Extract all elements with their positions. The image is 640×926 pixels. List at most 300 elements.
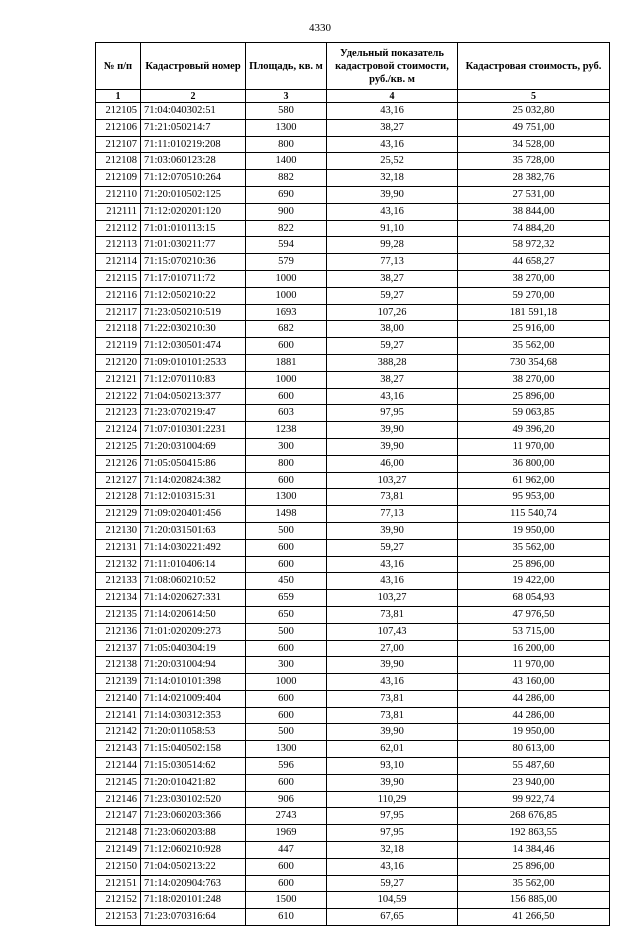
cell-unit-value: 32,18 (327, 170, 458, 187)
cell-index: 212121 (96, 371, 141, 388)
cell-area: 600 (246, 875, 327, 892)
cell-cadastral-value: 19 950,00 (458, 522, 610, 539)
cell-cadastral-number: 71:22:030210:30 (141, 321, 246, 338)
cell-unit-value: 43,16 (327, 858, 458, 875)
cell-unit-value: 388,28 (327, 354, 458, 371)
cell-area: 579 (246, 254, 327, 271)
cell-cadastral-value: 80 613,00 (458, 741, 610, 758)
table-row (96, 287, 610, 304)
cell-cadastral-value: 19 950,00 (458, 724, 610, 741)
cell-cadastral-number: 71:11:010406:14 (141, 556, 246, 573)
cell-index: 212107 (96, 136, 141, 153)
cell-cadastral-value: 34 528,00 (458, 136, 610, 153)
cell-cadastral-value: 25 896,00 (458, 388, 610, 405)
cell-cadastral-value: 25 916,00 (458, 321, 610, 338)
cell-cadastral-number: 71:18:020101:248 (141, 892, 246, 909)
cell-index: 212139 (96, 674, 141, 691)
cell-cadastral-number: 71:12:020201:120 (141, 203, 246, 220)
cell-area: 1000 (246, 371, 327, 388)
cell-cadastral-number: 71:03:060123:28 (141, 153, 246, 170)
cell-cadastral-value: 36 800,00 (458, 455, 610, 472)
table-row (96, 103, 610, 120)
cell-cadastral-number: 71:14:020904:763 (141, 875, 246, 892)
cell-index: 212106 (96, 119, 141, 136)
cell-index: 212144 (96, 758, 141, 775)
cell-area: 1881 (246, 354, 327, 371)
cell-cadastral-value: 44 658,27 (458, 254, 610, 271)
header-area: Площадь, кв. м (246, 43, 327, 90)
table-row (96, 590, 610, 607)
cell-unit-value: 97,95 (327, 825, 458, 842)
cadastral-table (95, 42, 610, 926)
cell-index: 212114 (96, 254, 141, 271)
cell-area: 1000 (246, 287, 327, 304)
cell-cadastral-value: 38 270,00 (458, 371, 610, 388)
cell-unit-value: 46,00 (327, 455, 458, 472)
cell-index: 212134 (96, 590, 141, 607)
cell-unit-value: 38,00 (327, 321, 458, 338)
table-row (96, 791, 610, 808)
cell-unit-value: 59,27 (327, 287, 458, 304)
cell-cadastral-value: 268 676,85 (458, 808, 610, 825)
table-row (96, 825, 610, 842)
cell-cadastral-value: 43 160,00 (458, 674, 610, 691)
column-number: 3 (246, 90, 327, 103)
cell-cadastral-value: 11 970,00 (458, 438, 610, 455)
cell-cadastral-value: 25 896,00 (458, 858, 610, 875)
cell-cadastral-number: 71:15:040502:158 (141, 741, 246, 758)
cell-index: 212147 (96, 808, 141, 825)
cell-index: 212111 (96, 203, 141, 220)
cell-cadastral-value: 44 286,00 (458, 690, 610, 707)
cell-area: 682 (246, 321, 327, 338)
cell-index: 212131 (96, 539, 141, 556)
cell-cadastral-value: 28 382,76 (458, 170, 610, 187)
cell-index: 212140 (96, 690, 141, 707)
cell-cadastral-number: 71:11:010219:208 (141, 136, 246, 153)
cell-area: 600 (246, 472, 327, 489)
cell-cadastral-value: 16 200,00 (458, 640, 610, 657)
table-row (96, 472, 610, 489)
cell-unit-value: 104,59 (327, 892, 458, 909)
table-row (96, 455, 610, 472)
column-number: 1 (96, 90, 141, 103)
cell-index: 212133 (96, 573, 141, 590)
cell-index: 212130 (96, 522, 141, 539)
cell-index: 212126 (96, 455, 141, 472)
cell-area: 690 (246, 186, 327, 203)
table-row (96, 186, 610, 203)
cell-cadastral-number: 71:14:020614:50 (141, 606, 246, 623)
table-row (96, 606, 610, 623)
cell-area: 1300 (246, 119, 327, 136)
cell-index: 212123 (96, 405, 141, 422)
cell-area: 500 (246, 623, 327, 640)
cell-unit-value: 91,10 (327, 220, 458, 237)
cell-unit-value: 107,26 (327, 304, 458, 321)
cell-cadastral-value: 35 728,00 (458, 153, 610, 170)
table-row (96, 170, 610, 187)
cell-area: 1693 (246, 304, 327, 321)
cell-unit-value: 43,16 (327, 136, 458, 153)
cell-area: 600 (246, 338, 327, 355)
table-row (96, 136, 610, 153)
cell-cadastral-value: 68 054,93 (458, 590, 610, 607)
cell-index: 212151 (96, 875, 141, 892)
cell-index: 212118 (96, 321, 141, 338)
cell-index: 212148 (96, 825, 141, 842)
cell-unit-value: 107,43 (327, 623, 458, 640)
cell-unit-value: 43,16 (327, 674, 458, 691)
cell-cadastral-value: 58 972,32 (458, 237, 610, 254)
table-row (96, 422, 610, 439)
cell-area: 650 (246, 606, 327, 623)
cell-unit-value: 43,16 (327, 203, 458, 220)
cell-index: 212117 (96, 304, 141, 321)
table-row (96, 623, 610, 640)
table-row (96, 774, 610, 791)
cell-unit-value: 39,90 (327, 657, 458, 674)
cell-cadastral-value: 35 562,00 (458, 338, 610, 355)
cell-index: 212108 (96, 153, 141, 170)
cell-cadastral-number: 71:04:050213:22 (141, 858, 246, 875)
cell-cadastral-number: 71:20:010502:125 (141, 186, 246, 203)
cell-index: 212124 (96, 422, 141, 439)
cell-cadastral-number: 71:01:010113:15 (141, 220, 246, 237)
cell-cadastral-value: 38 270,00 (458, 270, 610, 287)
cell-cadastral-number: 71:21:050214:7 (141, 119, 246, 136)
cell-cadastral-number: 71:07:010301:2231 (141, 422, 246, 439)
cell-index: 212119 (96, 338, 141, 355)
cell-cadastral-value: 35 562,00 (458, 539, 610, 556)
cell-index: 212149 (96, 842, 141, 859)
cell-area: 594 (246, 237, 327, 254)
cell-cadastral-value: 156 885,00 (458, 892, 610, 909)
cell-area: 500 (246, 724, 327, 741)
header-cadastral-value: Кадастровая стоимость, руб. (458, 43, 610, 90)
cell-cadastral-number: 71:14:030312:353 (141, 707, 246, 724)
cell-unit-value: 67,65 (327, 909, 458, 926)
cell-cadastral-number: 71:05:040304:19 (141, 640, 246, 657)
cell-cadastral-value: 44 286,00 (458, 707, 610, 724)
cell-cadastral-value: 192 863,55 (458, 825, 610, 842)
cell-cadastral-value: 14 384,46 (458, 842, 610, 859)
header-row (96, 43, 610, 90)
cell-cadastral-value: 53 715,00 (458, 623, 610, 640)
cell-cadastral-value: 11 970,00 (458, 657, 610, 674)
cell-unit-value: 99,28 (327, 237, 458, 254)
cell-cadastral-number: 71:17:010711:72 (141, 270, 246, 287)
cell-cadastral-number: 71:14:020824:382 (141, 472, 246, 489)
cell-cadastral-number: 71:20:031501:63 (141, 522, 246, 539)
table-row (96, 405, 610, 422)
cell-cadastral-number: 71:04:040302:51 (141, 103, 246, 120)
cell-index: 212120 (96, 354, 141, 371)
cell-area: 1500 (246, 892, 327, 909)
cell-unit-value: 39,90 (327, 522, 458, 539)
cell-unit-value: 39,90 (327, 186, 458, 203)
cell-index: 212150 (96, 858, 141, 875)
cell-index: 212138 (96, 657, 141, 674)
cell-unit-value: 73,81 (327, 606, 458, 623)
cell-index: 212127 (96, 472, 141, 489)
table-row (96, 438, 610, 455)
table-row (96, 758, 610, 775)
cell-index: 212152 (96, 892, 141, 909)
cell-index: 212113 (96, 237, 141, 254)
cell-area: 300 (246, 657, 327, 674)
cell-unit-value: 43,16 (327, 556, 458, 573)
cell-area: 800 (246, 455, 327, 472)
cell-cadastral-value: 59 270,00 (458, 287, 610, 304)
cell-cadastral-number: 71:09:020401:456 (141, 506, 246, 523)
table-row (96, 674, 610, 691)
cell-index: 212116 (96, 287, 141, 304)
cell-unit-value: 59,27 (327, 875, 458, 892)
cell-area: 1969 (246, 825, 327, 842)
cell-index: 212142 (96, 724, 141, 741)
table-row (96, 522, 610, 539)
cell-unit-value: 73,81 (327, 707, 458, 724)
table-row (96, 506, 610, 523)
cell-area: 603 (246, 405, 327, 422)
table-row (96, 842, 610, 859)
cell-area: 1238 (246, 422, 327, 439)
cell-area: 1498 (246, 506, 327, 523)
cell-cadastral-number: 71:20:031004:94 (141, 657, 246, 674)
cell-area: 500 (246, 522, 327, 539)
cell-cadastral-number: 71:20:031004:69 (141, 438, 246, 455)
cell-cadastral-value: 99 922,74 (458, 791, 610, 808)
cell-cadastral-number: 71:15:070210:36 (141, 254, 246, 271)
cell-cadastral-value: 61 962,00 (458, 472, 610, 489)
table-row (96, 254, 610, 271)
cell-cadastral-number: 71:12:070110:83 (141, 371, 246, 388)
cell-unit-value: 97,95 (327, 405, 458, 422)
cell-cadastral-number: 71:23:060203:88 (141, 825, 246, 842)
cell-unit-value: 39,90 (327, 724, 458, 741)
cell-cadastral-value: 49 751,00 (458, 119, 610, 136)
table-row (96, 724, 610, 741)
cell-index: 212146 (96, 791, 141, 808)
cell-cadastral-number: 71:09:010101:2533 (141, 354, 246, 371)
cell-cadastral-number: 71:20:010421:82 (141, 774, 246, 791)
cell-cadastral-value: 38 844,00 (458, 203, 610, 220)
cell-area: 450 (246, 573, 327, 590)
cell-cadastral-value: 25 032,80 (458, 103, 610, 120)
cell-area: 882 (246, 170, 327, 187)
header-unit-value: Удельный показатель кадастровой стоимости, руб./кв. м (327, 43, 458, 90)
cell-cadastral-number: 71:01:020209:273 (141, 623, 246, 640)
cell-cadastral-value: 55 487,60 (458, 758, 610, 775)
cell-unit-value: 43,16 (327, 103, 458, 120)
cell-unit-value: 43,16 (327, 388, 458, 405)
cell-unit-value: 62,01 (327, 741, 458, 758)
cell-unit-value: 39,90 (327, 774, 458, 791)
table-row (96, 354, 610, 371)
cell-index: 212105 (96, 103, 141, 120)
cell-area: 600 (246, 690, 327, 707)
cell-index: 212125 (96, 438, 141, 455)
header-index: № п/п (96, 43, 141, 90)
table-row (96, 203, 610, 220)
cell-area: 600 (246, 640, 327, 657)
cell-area: 580 (246, 103, 327, 120)
table-row (96, 388, 610, 405)
cell-unit-value: 97,95 (327, 808, 458, 825)
table-row (96, 808, 610, 825)
cell-unit-value: 77,13 (327, 506, 458, 523)
cell-cadastral-value: 59 063,85 (458, 405, 610, 422)
table-row (96, 270, 610, 287)
cell-index: 212141 (96, 707, 141, 724)
cell-cadastral-value: 181 591,18 (458, 304, 610, 321)
cell-cadastral-value: 95 953,00 (458, 489, 610, 506)
cell-area: 2743 (246, 808, 327, 825)
cell-index: 212135 (96, 606, 141, 623)
cell-cadastral-number: 71:01:030211:77 (141, 237, 246, 254)
cell-cadastral-value: 23 940,00 (458, 774, 610, 791)
cell-cadastral-number: 71:08:060210:52 (141, 573, 246, 590)
cell-unit-value: 110,29 (327, 791, 458, 808)
cell-unit-value: 59,27 (327, 539, 458, 556)
table-row (96, 690, 610, 707)
cell-area: 659 (246, 590, 327, 607)
cell-cadastral-number: 71:23:060203:366 (141, 808, 246, 825)
table-row (96, 909, 610, 926)
cell-cadastral-number: 71:12:070510:264 (141, 170, 246, 187)
cell-cadastral-number: 71:12:010315:31 (141, 489, 246, 506)
table-row (96, 657, 610, 674)
table-row (96, 707, 610, 724)
cell-area: 1300 (246, 741, 327, 758)
cell-index: 212112 (96, 220, 141, 237)
table-row (96, 237, 610, 254)
cell-cadastral-number: 71:12:060210:928 (141, 842, 246, 859)
cell-unit-value: 27,00 (327, 640, 458, 657)
cell-area: 800 (246, 136, 327, 153)
cell-area: 447 (246, 842, 327, 859)
cell-area: 1000 (246, 270, 327, 287)
cell-unit-value: 73,81 (327, 690, 458, 707)
cell-area: 1300 (246, 489, 327, 506)
cell-unit-value: 38,27 (327, 371, 458, 388)
cell-index: 212122 (96, 388, 141, 405)
cell-area: 596 (246, 758, 327, 775)
cell-index: 212153 (96, 909, 141, 926)
cell-unit-value: 32,18 (327, 842, 458, 859)
cell-area: 600 (246, 539, 327, 556)
cell-unit-value: 103,27 (327, 590, 458, 607)
column-number: 5 (458, 90, 610, 103)
table-row (96, 119, 610, 136)
cell-index: 212128 (96, 489, 141, 506)
cell-unit-value: 38,27 (327, 119, 458, 136)
table-row (96, 371, 610, 388)
cell-cadastral-value: 74 884,20 (458, 220, 610, 237)
table-row (96, 556, 610, 573)
cell-unit-value: 25,52 (327, 153, 458, 170)
cell-cadastral-number: 71:14:020627:331 (141, 590, 246, 607)
table-row (96, 539, 610, 556)
cell-unit-value: 59,27 (327, 338, 458, 355)
cell-cadastral-number: 71:14:010101:398 (141, 674, 246, 691)
cell-cadastral-number: 71:12:050210:22 (141, 287, 246, 304)
cell-cadastral-number: 71:14:030221:492 (141, 539, 246, 556)
cell-unit-value: 77,13 (327, 254, 458, 271)
cell-cadastral-value: 115 540,74 (458, 506, 610, 523)
cell-cadastral-number: 71:12:030501:474 (141, 338, 246, 355)
cell-unit-value: 39,90 (327, 438, 458, 455)
table-row (96, 741, 610, 758)
cell-index: 212145 (96, 774, 141, 791)
cell-index: 212110 (96, 186, 141, 203)
cell-index: 212137 (96, 640, 141, 657)
cell-unit-value: 93,10 (327, 758, 458, 775)
cell-index: 212132 (96, 556, 141, 573)
column-number-row (96, 90, 610, 103)
table-row (96, 304, 610, 321)
cell-cadastral-number: 71:14:021009:404 (141, 690, 246, 707)
table-body (96, 103, 610, 926)
column-number: 2 (141, 90, 246, 103)
header-cadastral-number: Кадастровый номер (141, 43, 246, 90)
cell-cadastral-value: 27 531,00 (458, 186, 610, 203)
cell-unit-value: 73,81 (327, 489, 458, 506)
table-row (96, 338, 610, 355)
cell-index: 212109 (96, 170, 141, 187)
table-row (96, 489, 610, 506)
cell-cadastral-value: 35 562,00 (458, 875, 610, 892)
cell-cadastral-number: 71:23:030102:520 (141, 791, 246, 808)
cell-cadastral-value: 25 896,00 (458, 556, 610, 573)
cell-unit-value: 39,90 (327, 422, 458, 439)
cell-cadastral-value: 49 396,20 (458, 422, 610, 439)
cell-area: 822 (246, 220, 327, 237)
cell-area: 1400 (246, 153, 327, 170)
page-number: 4330 (309, 22, 331, 34)
cell-unit-value: 43,16 (327, 573, 458, 590)
cell-area: 906 (246, 791, 327, 808)
cell-cadastral-value: 730 354,68 (458, 354, 610, 371)
cell-cadastral-number: 71:04:050213:377 (141, 388, 246, 405)
table-row (96, 875, 610, 892)
cell-cadastral-number: 71:23:070219:47 (141, 405, 246, 422)
cell-area: 600 (246, 556, 327, 573)
cell-cadastral-number: 71:15:030514:62 (141, 758, 246, 775)
table-row (96, 892, 610, 909)
table-row (96, 321, 610, 338)
cell-unit-value: 103,27 (327, 472, 458, 489)
cell-area: 600 (246, 858, 327, 875)
cell-index: 212115 (96, 270, 141, 287)
cell-cadastral-value: 47 976,50 (458, 606, 610, 623)
column-number: 4 (327, 90, 458, 103)
cell-area: 600 (246, 774, 327, 791)
table-row (96, 220, 610, 237)
cell-cadastral-number: 71:23:050210:519 (141, 304, 246, 321)
cell-area: 1000 (246, 674, 327, 691)
cell-area: 300 (246, 438, 327, 455)
cell-index: 212129 (96, 506, 141, 523)
table-row (96, 573, 610, 590)
cell-cadastral-number: 71:05:050415:86 (141, 455, 246, 472)
cell-index: 212143 (96, 741, 141, 758)
cell-area: 900 (246, 203, 327, 220)
cell-cadastral-number: 71:23:070316:64 (141, 909, 246, 926)
cell-cadastral-number: 71:20:011058:53 (141, 724, 246, 741)
table-row (96, 640, 610, 657)
